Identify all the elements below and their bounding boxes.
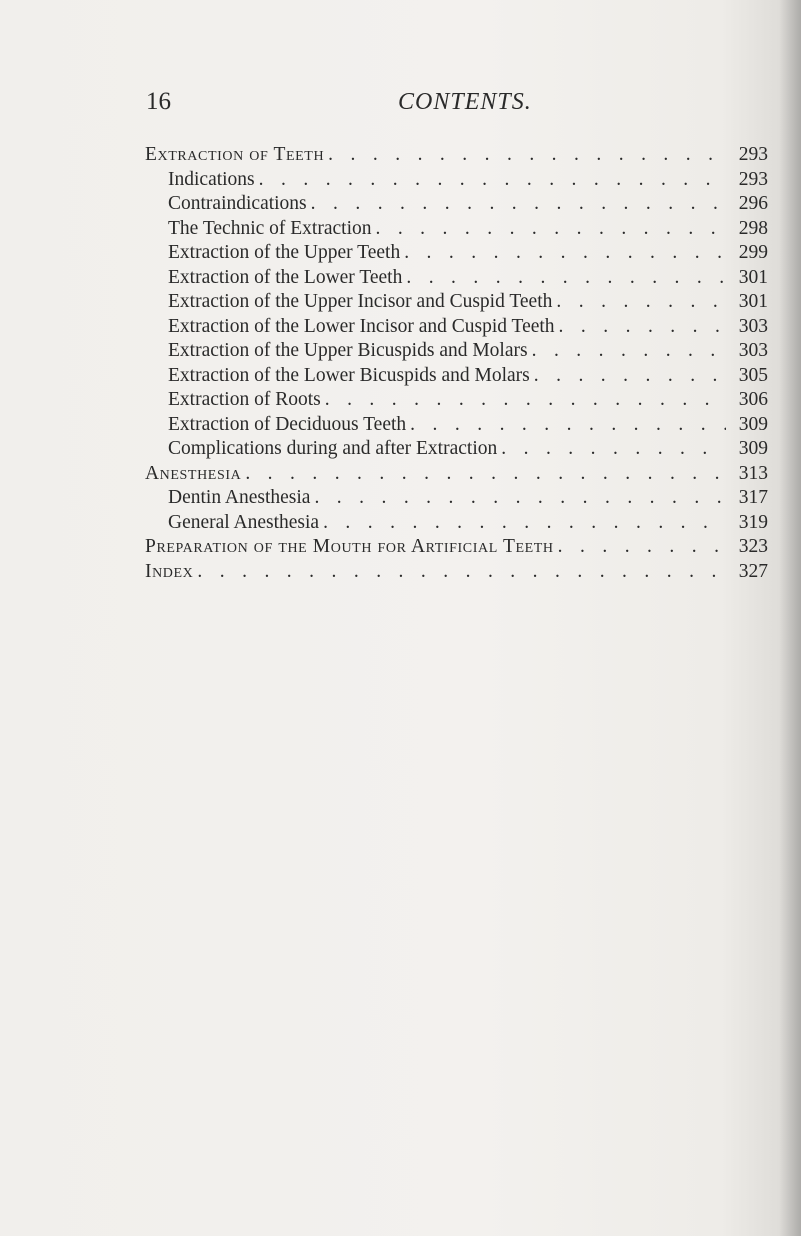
toc-entry — [145, 511, 768, 536]
dot-leader — [328, 143, 726, 168]
running-title: CONTENTS. — [398, 89, 532, 115]
toc-entry-title: Dentin Anesthesia — [168, 487, 311, 508]
toc-entry-title: Indications — [168, 168, 255, 190]
toc-entry — [145, 437, 768, 462]
toc-entry-page: 299 — [738, 242, 768, 263]
dot-leader — [323, 511, 726, 536]
toc-entry — [145, 535, 768, 560]
toc-entry-title: Extraction of the Lower Incisor and Cuspid Teeth — [168, 315, 555, 337]
toc-entry-page: 303 — [738, 315, 768, 337]
toc-entry-page: 317 — [738, 487, 768, 508]
toc-entry-title: Extraction of the Upper Teeth — [168, 242, 401, 263]
toc-entry — [145, 388, 768, 413]
toc-entry — [145, 290, 768, 315]
toc-entry-page: 313 — [738, 462, 768, 484]
toc-entry — [145, 143, 768, 168]
page-header — [0, 87, 801, 121]
toc-entry-title: Index — [145, 560, 194, 582]
toc-entry-title: Contraindications — [168, 193, 307, 214]
toc-entry-page: 309 — [738, 413, 768, 435]
toc-entry-page: 301 — [738, 291, 768, 312]
dot-leader — [311, 192, 726, 217]
toc-entry-page: 305 — [738, 364, 768, 386]
toc-entry-page: 319 — [738, 511, 768, 533]
toc-entry-page: 306 — [738, 389, 768, 410]
page-edge-shadow — [779, 0, 801, 1236]
toc-entry — [145, 192, 768, 217]
dot-leader — [259, 168, 726, 193]
toc-entry-title: Extraction of the Upper Incisor and Cuspid Teeth — [168, 291, 553, 312]
toc-entry — [145, 315, 768, 340]
toc-entry-title: The Technic of Extraction — [168, 217, 372, 239]
toc-entry-page: 309 — [738, 438, 768, 459]
dot-leader — [406, 266, 726, 291]
toc-entry — [145, 266, 768, 291]
page-number: 16 — [146, 88, 171, 115]
toc-entry-title: Anesthesia — [145, 462, 242, 484]
toc-entry-title: Extraction of Teeth — [145, 144, 325, 165]
toc-entry-title: Extraction of Roots — [168, 389, 321, 410]
toc-entry — [145, 339, 768, 364]
toc-entry — [145, 462, 768, 487]
dot-leader — [197, 560, 726, 585]
dot-leader — [534, 364, 726, 389]
dot-leader — [501, 437, 726, 462]
dot-leader — [532, 339, 726, 364]
dot-leader — [556, 290, 726, 315]
dot-leader — [325, 388, 726, 413]
toc-entry-page: 301 — [738, 266, 768, 288]
toc-entry-title: Preparation of the Mouth for Artificial Teeth — [145, 536, 554, 557]
toc-entry-page: 296 — [738, 193, 768, 214]
dot-leader — [559, 315, 726, 340]
toc-entry-title: Extraction of the Lower Teeth — [168, 266, 403, 288]
toc-entry — [145, 560, 768, 585]
dot-leader — [245, 462, 726, 487]
toc-entry — [145, 486, 768, 511]
dot-leader — [558, 535, 726, 560]
toc-entry — [145, 364, 768, 389]
toc-entry-page: 323 — [738, 536, 768, 557]
toc-entry-title: General Anesthesia — [168, 511, 320, 533]
toc-entry-page: 293 — [738, 168, 768, 190]
toc-entry — [145, 413, 768, 438]
toc-entry-title: Complications during and after Extraction — [168, 438, 498, 459]
toc-entry-title: Extraction of the Lower Bicuspids and Molars — [168, 364, 530, 386]
toc-entry-title: Extraction of the Upper Bicuspids and Molars — [168, 340, 528, 361]
table-of-contents — [145, 143, 768, 584]
toc-entry-page: 303 — [738, 340, 768, 361]
toc-entry — [145, 241, 768, 266]
dot-leader — [314, 486, 726, 511]
toc-entry-title: Extraction of Deciduous Teeth — [168, 413, 407, 435]
dot-leader — [404, 241, 726, 266]
toc-entry-page: 327 — [738, 560, 768, 582]
dot-leader — [375, 217, 726, 242]
toc-entry-page: 293 — [738, 144, 768, 165]
toc-entry — [145, 217, 768, 242]
dot-leader — [410, 413, 726, 438]
toc-entry — [145, 168, 768, 193]
toc-entry-page: 298 — [738, 217, 768, 239]
